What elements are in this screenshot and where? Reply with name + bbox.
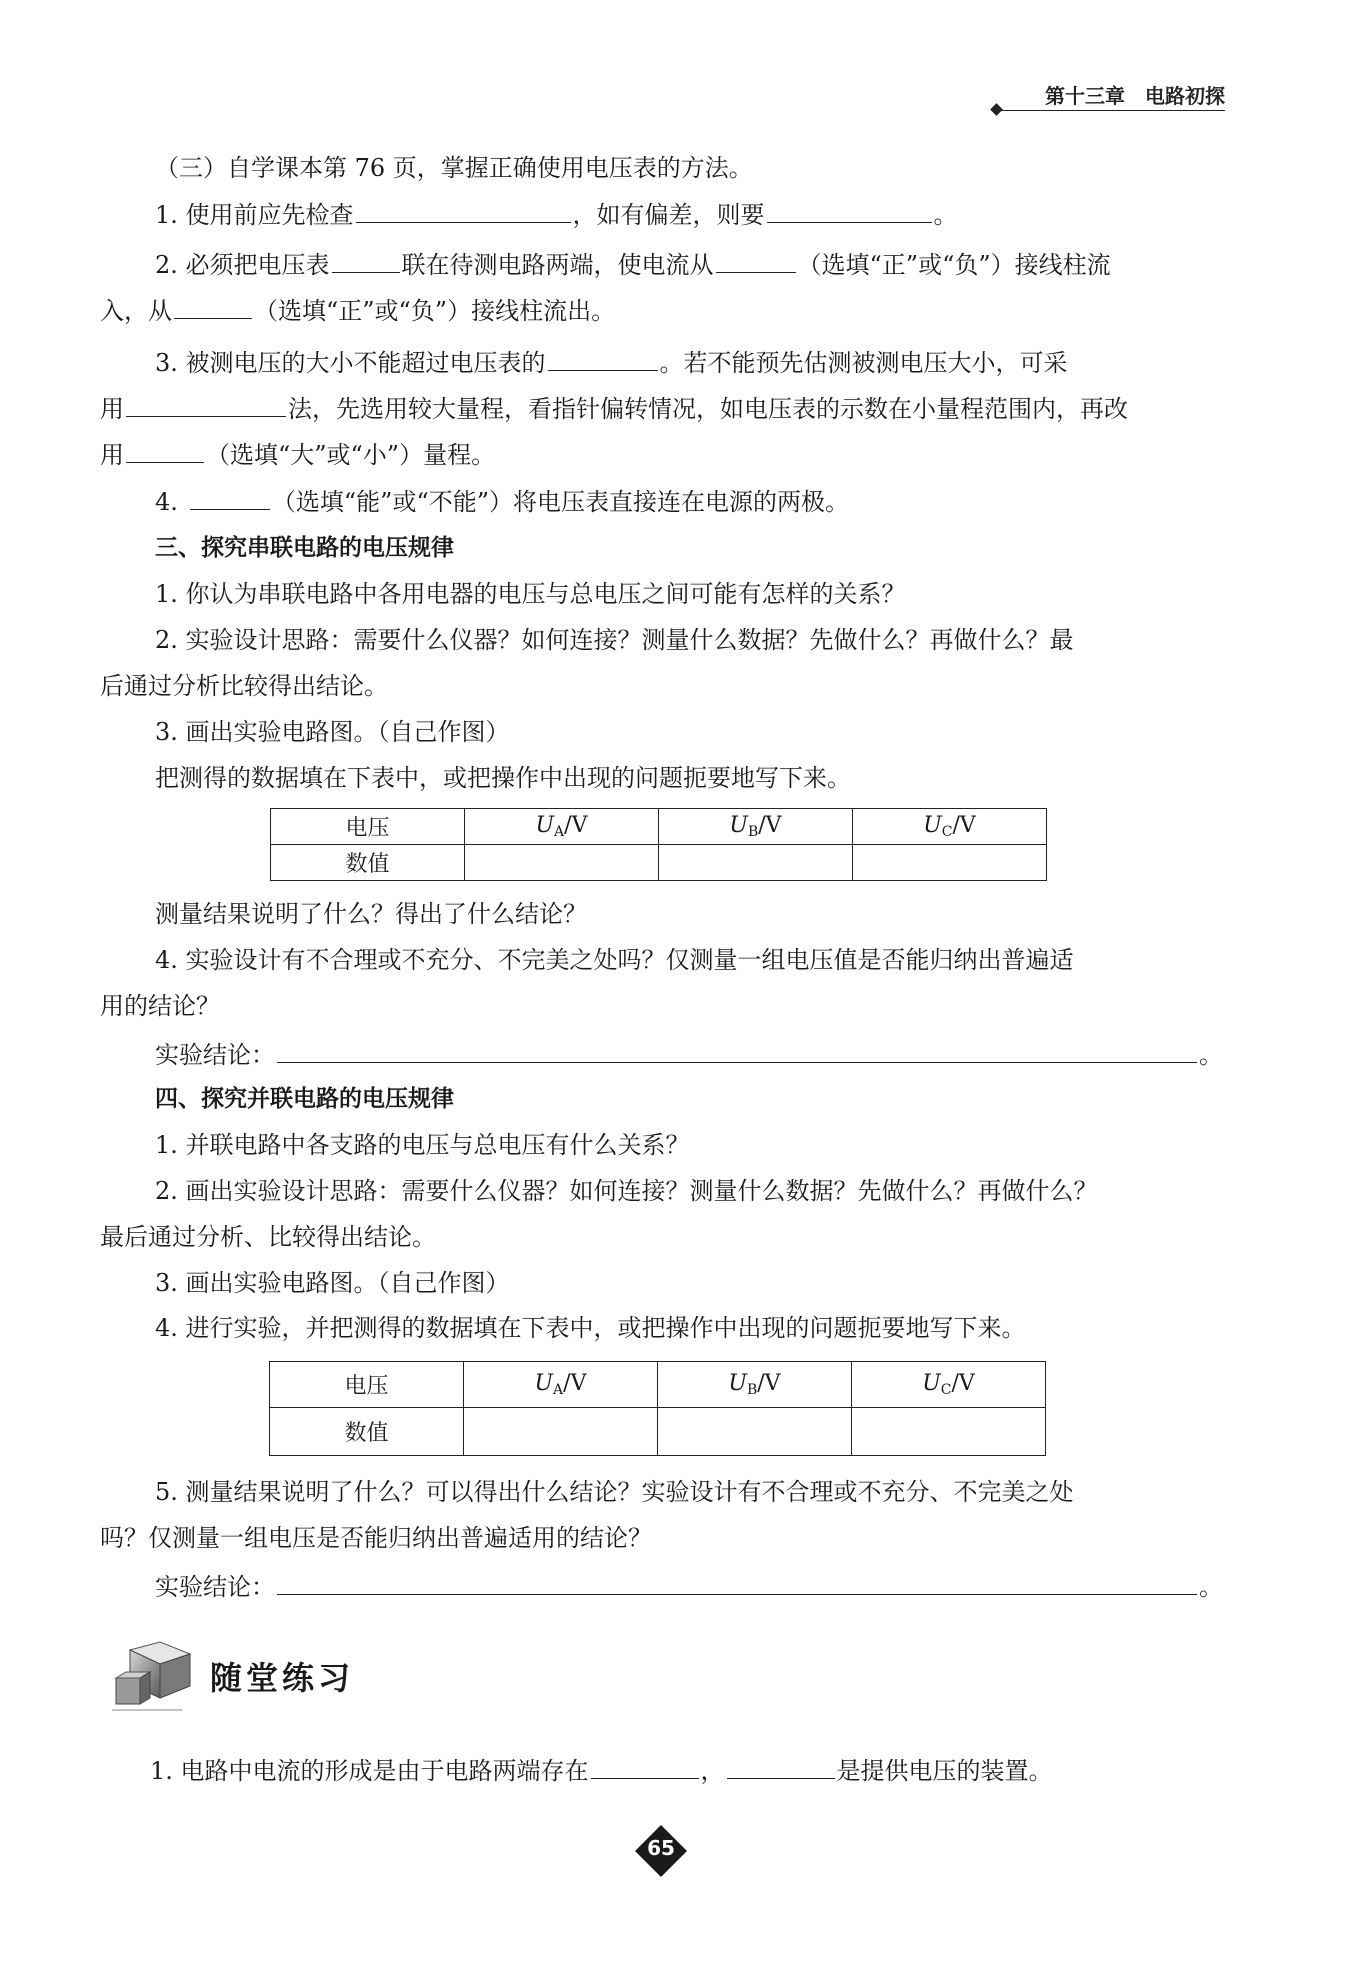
q2-text-b: 联在待测电路两端，使电流从: [401, 251, 714, 279]
q3-text-c: 用: [100, 395, 124, 423]
section3-instruction: 把测得的数据填在下表中，或把操作中出现的问题扼要地写下来。: [155, 764, 851, 792]
conclusion-label: 实验结论：: [155, 1573, 275, 1601]
answer-blank[interactable]: [356, 196, 571, 223]
answer-blank[interactable]: [190, 483, 270, 510]
table-header-cell: 电压: [271, 809, 465, 845]
conclusion-end: 。: [1199, 1573, 1223, 1601]
answer-blank[interactable]: [174, 292, 252, 319]
part3-q2: [155, 246, 1225, 283]
part3-q2-cont: [100, 292, 1225, 329]
practice-q1-text-b: ，: [700, 1757, 725, 1785]
section3-question: 测量结果说明了什么？得出了什么结论？: [155, 900, 587, 928]
section4-q1: 1. 并联电路中各支路的电压与总电压有什么关系？: [155, 1131, 690, 1159]
page-number: 65: [647, 1836, 675, 1860]
section3-q2-cont: 后通过分析比较得出结论。: [100, 672, 388, 700]
q3-text-b: 。若不能预先估测被测电压大小，可采: [659, 349, 1068, 377]
section3-title: 三、探究串联电路的电压规律: [155, 535, 454, 561]
part3-q3-cont: [100, 390, 1225, 427]
answer-blank[interactable]: [591, 1752, 699, 1779]
q2-text-a: 2. 必须把电压表: [155, 251, 330, 279]
section4-q5: 5. 测量结果说明了什么？可以得出什么结论？实验设计有不合理或不充分、不完美之处: [155, 1478, 1074, 1506]
table-row-label: 数值: [270, 1408, 464, 1456]
conclusion-end: 。: [1199, 1041, 1223, 1069]
table-header-cell: $U_C/V$: [853, 809, 1047, 845]
table-input-cell[interactable]: [659, 845, 853, 881]
section4-conclusion: [155, 1568, 1225, 1605]
conclusion-blank[interactable]: [277, 1036, 1197, 1063]
table-row: [270, 1408, 1046, 1456]
conclusion-blank[interactable]: [277, 1568, 1197, 1595]
table-row: [271, 845, 1047, 881]
answer-blank[interactable]: [716, 246, 796, 273]
q3-text-e: 用: [100, 441, 124, 469]
table-row-label: 数值: [271, 845, 465, 881]
part3-q1: [155, 196, 1225, 233]
q1-text-b: ，如有偏差，则要: [572, 201, 765, 229]
chapter-header: 第十三章 电路初探: [1045, 84, 1225, 108]
q3-text-a: 3. 被测电压的大小不能超过电压表的: [155, 349, 546, 377]
table-header-cell: $U_A/V$: [464, 1362, 658, 1408]
table-header-cell: $U_A/V$: [465, 809, 659, 845]
answer-blank[interactable]: [727, 1752, 835, 1779]
part3-q3: [155, 344, 1225, 381]
table-input-cell[interactable]: [464, 1408, 658, 1456]
q2-text-e: （选填“正”或“负”）接线柱流出。: [254, 297, 616, 325]
practice-q1-text-a: 1. 电路中电流的形成是由于电路两端存在: [150, 1757, 589, 1785]
section3-conclusion: [155, 1036, 1225, 1073]
section3-q2: 2. 实验设计思路：需要什么仪器？如何连接？测量什么数据？先做什么？再做什么？最: [155, 626, 1074, 654]
table-row: [270, 1362, 1046, 1408]
section4-q5-cont: 吗？仅测量一组电压是否能归纳出普遍适用的结论？: [100, 1524, 652, 1552]
q1-text-a: 1. 使用前应先检查: [155, 201, 354, 229]
table-input-cell[interactable]: [658, 1408, 852, 1456]
section4-q2: 2. 画出实验设计思路：需要什么仪器？如何连接？测量什么数据？先做什么？再做什么？: [155, 1177, 1098, 1205]
table-header-cell: 电压: [270, 1362, 464, 1408]
section4-q2-cont: 最后通过分析、比较得出结论。: [100, 1223, 436, 1251]
table-input-cell[interactable]: [853, 845, 1047, 881]
part3-q3-cont2: [100, 436, 1225, 473]
part3-intro: （三）自学课本第 76 页，掌握正确使用电压表的方法。: [155, 154, 753, 182]
q3-text-d: 法，先选用较大量程，看指针偏转情况，如电压表的示数在小量程范围内，再改: [288, 395, 1128, 423]
table-header-cell: $U_C/V$: [852, 1362, 1046, 1408]
answer-blank[interactable]: [332, 246, 400, 273]
header-rule: [1000, 110, 1225, 111]
section3-q1: 1. 你认为串联电路中各用电器的电压与总电压之间可能有怎样的关系？: [155, 580, 906, 608]
conclusion-label: 实验结论：: [155, 1041, 275, 1069]
answer-blank[interactable]: [548, 344, 658, 371]
section3-q3: 3. 画出实验电路图。（自己作图）: [155, 718, 510, 746]
part3-q4: [155, 483, 1225, 520]
practice-q1: [150, 1752, 1220, 1789]
q1-text-c: 。: [933, 201, 958, 229]
table-input-cell[interactable]: [465, 845, 659, 881]
practice-q1-text-c: 是提供电压的装置。: [836, 1757, 1053, 1785]
table-row: [271, 809, 1047, 845]
table-header-cell: $U_B/V$: [658, 1362, 852, 1408]
q4-text-b: （选填“能”或“不能”）将电压表直接连在电源的两极。: [271, 488, 849, 516]
parallel-voltage-table: [269, 1361, 1046, 1456]
answer-blank[interactable]: [126, 390, 286, 417]
answer-blank[interactable]: [126, 436, 204, 463]
section4-q4: 4. 进行实验，并把测得的数据填在下表中，或把操作中出现的问题扼要地写下来。: [155, 1314, 1026, 1342]
q2-text-d: 入，从: [100, 297, 172, 325]
q3-text-f: （选填“大”或“小”）量程。: [206, 441, 496, 469]
section3-q4: 4. 实验设计有不合理或不充分、不完美之处吗？仅测量一组电压值是否能归纳出普遍适: [155, 946, 1074, 974]
section4-q3: 3. 画出实验电路图。（自己作图）: [155, 1269, 510, 1297]
practice-title: 随堂练习: [210, 1659, 355, 1697]
series-voltage-table: [270, 808, 1047, 881]
q2-text-c: （选填“正”或“负”）接线柱流: [797, 251, 1111, 279]
q4-text-a: 4.: [155, 488, 178, 516]
practice-cube-icon: [112, 1640, 192, 1715]
table-header-cell: $U_B/V$: [659, 809, 853, 845]
table-input-cell[interactable]: [852, 1408, 1046, 1456]
section4-title: 四、探究并联电路的电压规律: [155, 1086, 454, 1112]
section3-q4-cont: 用的结论？: [100, 992, 220, 1020]
answer-blank[interactable]: [767, 196, 932, 223]
